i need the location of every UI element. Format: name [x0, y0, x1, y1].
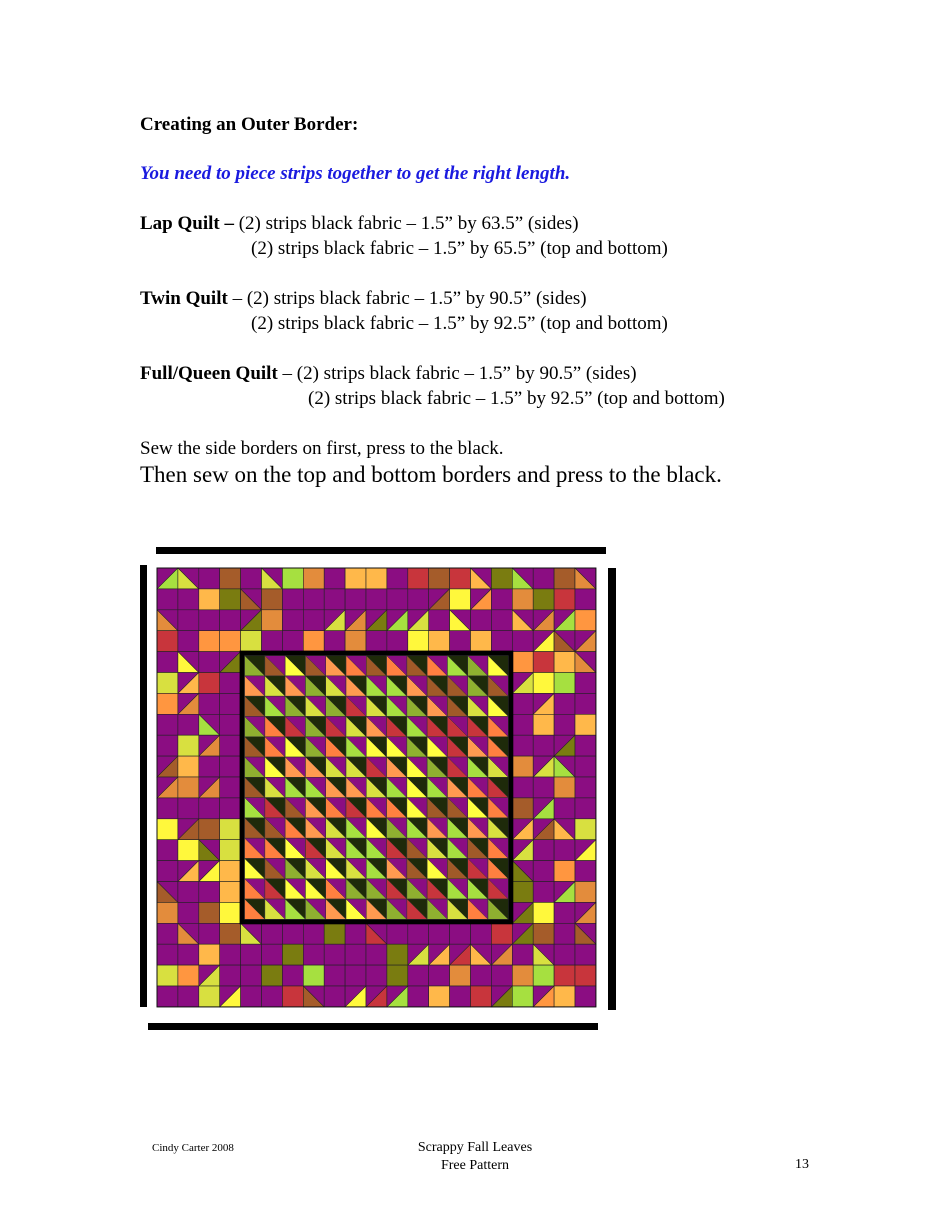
border-patch — [533, 652, 554, 673]
border-patch — [241, 986, 262, 1007]
border-patch — [282, 568, 303, 589]
border-patch — [387, 631, 408, 652]
border-patch — [303, 589, 324, 610]
border-patch — [575, 882, 596, 903]
border-patch — [282, 965, 303, 986]
border-patch — [408, 631, 429, 652]
border-patch — [199, 610, 220, 631]
border-patch — [471, 965, 492, 986]
lap-quilt-label: Lap Quilt – — [140, 213, 234, 234]
border-patch — [178, 714, 199, 735]
border-patch — [512, 986, 533, 1007]
twin-quilt-line2: (2) strips black fabric – 1.5” by 92.5” (top and bottom) — [251, 313, 668, 334]
border-patch — [512, 652, 533, 673]
border-patch — [575, 777, 596, 798]
border-patch — [450, 631, 471, 652]
border-patch — [429, 568, 450, 589]
border-patch — [387, 589, 408, 610]
border-patch — [220, 631, 241, 652]
border-patch — [554, 714, 575, 735]
border-patch — [262, 923, 283, 944]
border-patch — [429, 986, 450, 1007]
border-patch — [199, 568, 220, 589]
border-patch — [178, 610, 199, 631]
border-patch — [471, 610, 492, 631]
border-patch — [157, 652, 178, 673]
border-patch — [262, 610, 283, 631]
border-patch — [429, 610, 450, 631]
border-patch — [554, 861, 575, 882]
fullqueen-quilt-line2: (2) strips black fabric – 1.5” by 92.5” (top and bottom) — [308, 388, 725, 409]
border-patch — [450, 568, 471, 589]
border-patch — [575, 735, 596, 756]
border-patch — [157, 631, 178, 652]
border-patch — [408, 589, 429, 610]
instruction-top-bottom-borders: Then sew on the top and bottom borders and press to the black. — [140, 462, 722, 487]
border-patch — [157, 965, 178, 986]
fullqueen-quilt-line1 — [140, 363, 637, 385]
border-patch — [262, 965, 283, 986]
border-patch — [178, 777, 199, 798]
border-patch — [491, 589, 512, 610]
border-patch — [303, 610, 324, 631]
border-patch — [512, 944, 533, 965]
border-patch — [512, 631, 533, 652]
border-patch — [575, 589, 596, 610]
bottom-border-strip — [148, 1023, 598, 1030]
border-patch — [554, 944, 575, 965]
border-patch — [157, 589, 178, 610]
border-patch — [471, 631, 492, 652]
border-patch — [554, 693, 575, 714]
border-patch — [533, 861, 554, 882]
border-patch — [157, 819, 178, 840]
border-patch — [408, 986, 429, 1007]
border-patch — [345, 923, 366, 944]
border-patch — [450, 986, 471, 1007]
border-patch — [491, 610, 512, 631]
border-patch — [533, 902, 554, 923]
border-patch — [450, 965, 471, 986]
footer-title — [375, 1139, 575, 1175]
lap-quilt-sides: (2) strips black fabric – 1.5” by 63.5” (sides) — [233, 213, 579, 234]
border-patch — [199, 944, 220, 965]
border-patch — [303, 923, 324, 944]
border-patch — [408, 568, 429, 589]
border-patch — [491, 631, 512, 652]
border-patch — [178, 631, 199, 652]
border-patch — [575, 756, 596, 777]
border-patch — [199, 986, 220, 1007]
section-heading: Creating an Outer Border: — [140, 114, 359, 135]
border-patch — [366, 589, 387, 610]
border-patch — [199, 819, 220, 840]
border-patch — [345, 631, 366, 652]
border-patch — [554, 986, 575, 1007]
border-patch — [575, 986, 596, 1007]
border-patch — [324, 944, 345, 965]
border-patch — [512, 693, 533, 714]
border-patch — [282, 589, 303, 610]
border-patch — [345, 944, 366, 965]
border-patch — [262, 986, 283, 1007]
border-patch — [533, 923, 554, 944]
border-patch — [512, 777, 533, 798]
border-patch — [220, 673, 241, 694]
border-patch — [429, 923, 450, 944]
footer-title-line2: Free Pattern — [440, 1158, 510, 1173]
border-patch — [575, 798, 596, 819]
twin-quilt-line1 — [140, 288, 587, 310]
border-patch — [324, 568, 345, 589]
border-patch — [554, 652, 575, 673]
border-patch — [366, 965, 387, 986]
border-patch — [512, 714, 533, 735]
italic-note: You need to piece strips together to get the right length. — [140, 163, 571, 184]
border-patch — [178, 965, 199, 986]
border-patch — [262, 589, 283, 610]
border-patch — [533, 714, 554, 735]
border-patch — [157, 693, 178, 714]
border-patch — [575, 944, 596, 965]
border-patch — [199, 923, 220, 944]
border-patch — [178, 798, 199, 819]
border-patch — [575, 819, 596, 840]
border-patch — [324, 965, 345, 986]
instruction-side-borders: Sew the side borders on first, press to the black. — [140, 438, 504, 459]
footer-title-line1: Scrappy Fall Leaves — [417, 1140, 533, 1155]
border-patch — [324, 986, 345, 1007]
border-patch — [324, 589, 345, 610]
footer-author: Cindy Carter 2008 — [152, 1142, 234, 1154]
border-patch — [220, 882, 241, 903]
fullqueen-quilt-sides: – (2) strips black fabric – 1.5” by 90.5” (sides) — [277, 363, 637, 384]
border-patch — [220, 589, 241, 610]
border-patch — [533, 777, 554, 798]
border-patch — [345, 965, 366, 986]
border-patch — [554, 673, 575, 694]
border-patch — [220, 923, 241, 944]
border-patch — [387, 568, 408, 589]
border-patch — [282, 610, 303, 631]
border-patch — [241, 965, 262, 986]
border-patch — [178, 589, 199, 610]
border-patch — [512, 756, 533, 777]
border-patch — [220, 568, 241, 589]
border-patch — [157, 735, 178, 756]
border-patch — [512, 589, 533, 610]
border-patch — [199, 652, 220, 673]
border-patch — [533, 965, 554, 986]
border-patch — [199, 673, 220, 694]
border-patch — [178, 840, 199, 861]
border-patch — [491, 923, 512, 944]
border-patch — [387, 965, 408, 986]
border-patch — [554, 902, 575, 923]
border-patch — [303, 568, 324, 589]
border-patch — [450, 589, 471, 610]
border-patch — [220, 756, 241, 777]
border-patch — [303, 944, 324, 965]
border-patch — [533, 840, 554, 861]
border-patch — [220, 735, 241, 756]
border-patch — [199, 693, 220, 714]
border-patch — [220, 840, 241, 861]
border-patch — [491, 568, 512, 589]
border-patch — [157, 944, 178, 965]
border-patch — [303, 631, 324, 652]
border-patch — [241, 631, 262, 652]
border-patch — [157, 923, 178, 944]
border-patch — [220, 777, 241, 798]
border-patch — [157, 986, 178, 1007]
border-patch — [199, 902, 220, 923]
border-patch — [157, 673, 178, 694]
border-patch — [220, 714, 241, 735]
border-patch — [512, 735, 533, 756]
border-patch — [178, 902, 199, 923]
quilt-border-illustration — [138, 544, 628, 1034]
border-patch — [282, 944, 303, 965]
border-patch — [220, 861, 241, 882]
border-patch — [554, 798, 575, 819]
border-patch — [199, 756, 220, 777]
fullqueen-quilt-label: Full/Queen Quilt — [140, 363, 278, 384]
border-patch — [199, 882, 220, 903]
border-patch — [533, 589, 554, 610]
border-patch — [282, 923, 303, 944]
border-patch — [429, 631, 450, 652]
border-patch — [241, 568, 262, 589]
border-patch — [178, 882, 199, 903]
border-patch — [345, 568, 366, 589]
border-patch — [199, 631, 220, 652]
border-patch — [199, 589, 220, 610]
border-patch — [157, 861, 178, 882]
border-patch — [575, 861, 596, 882]
border-patch — [220, 944, 241, 965]
border-patch — [220, 798, 241, 819]
border-patch — [512, 882, 533, 903]
border-patch — [366, 568, 387, 589]
border-patch — [408, 923, 429, 944]
border-patch — [199, 798, 220, 819]
border-patch — [450, 923, 471, 944]
border-patch — [512, 965, 533, 986]
border-patch — [157, 798, 178, 819]
border-patch — [471, 923, 492, 944]
border-patch — [241, 944, 262, 965]
border-patch — [554, 568, 575, 589]
border-patch — [533, 673, 554, 694]
border-patch — [282, 631, 303, 652]
border-patch — [387, 944, 408, 965]
border-patch — [575, 673, 596, 694]
border-patch — [554, 965, 575, 986]
footer-page-number: 13 — [795, 1157, 809, 1172]
border-patch — [533, 568, 554, 589]
border-patch — [366, 944, 387, 965]
border-patch — [575, 714, 596, 735]
border-patch — [345, 589, 366, 610]
border-patch — [512, 798, 533, 819]
quilt-top — [157, 568, 596, 1007]
border-patch — [324, 923, 345, 944]
border-patch — [554, 589, 575, 610]
border-patch — [178, 735, 199, 756]
border-patch — [262, 944, 283, 965]
border-patch — [533, 735, 554, 756]
border-patch — [157, 714, 178, 735]
border-patch — [554, 777, 575, 798]
top-border-strip — [156, 547, 606, 554]
border-patch — [262, 631, 283, 652]
border-patch — [554, 923, 575, 944]
border-patch — [471, 986, 492, 1007]
border-patch — [387, 923, 408, 944]
border-patch — [366, 631, 387, 652]
border-patch — [178, 944, 199, 965]
border-patch — [220, 693, 241, 714]
border-patch — [178, 986, 199, 1007]
right-border-strip — [608, 568, 616, 1010]
border-patch — [157, 902, 178, 923]
twin-quilt-sides: – (2) strips black fabric – 1.5” by 90.5” (sides) — [227, 288, 587, 309]
border-patch — [220, 965, 241, 986]
border-patch — [220, 610, 241, 631]
border-patch — [157, 840, 178, 861]
border-patch — [533, 882, 554, 903]
border-patch — [575, 965, 596, 986]
border-patch — [575, 610, 596, 631]
border-patch — [303, 965, 324, 986]
border-patch — [575, 693, 596, 714]
border-patch — [554, 840, 575, 861]
border-patch — [220, 819, 241, 840]
lap-quilt-line1 — [140, 213, 579, 235]
lap-quilt-line2: (2) strips black fabric – 1.5” by 65.5” (top and bottom) — [251, 238, 668, 259]
border-patch — [324, 631, 345, 652]
border-patch — [491, 965, 512, 986]
border-patch — [429, 965, 450, 986]
left-border-strip — [140, 565, 147, 1007]
twin-quilt-label: Twin Quilt — [140, 288, 228, 309]
border-patch — [282, 986, 303, 1007]
border-patch — [408, 965, 429, 986]
border-patch — [220, 902, 241, 923]
border-patch — [178, 756, 199, 777]
